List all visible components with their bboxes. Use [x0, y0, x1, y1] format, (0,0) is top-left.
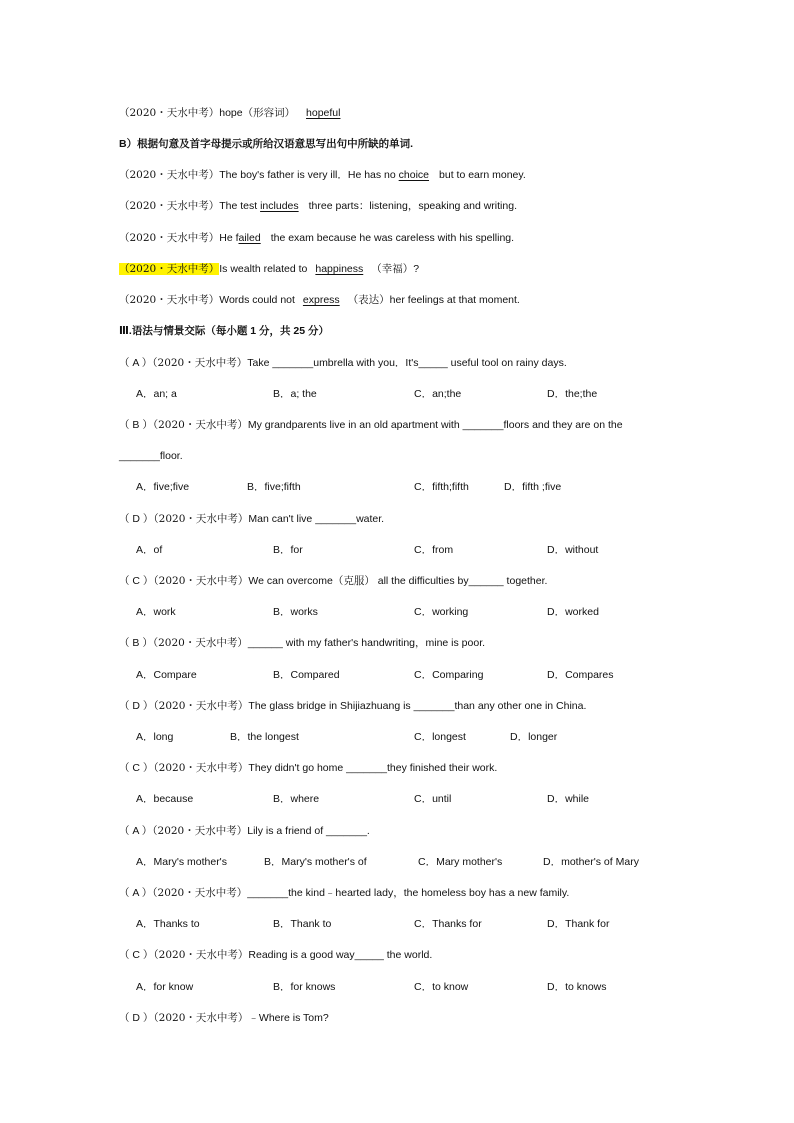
- option: D．fifth ;five: [504, 481, 562, 493]
- option: C．Comparing: [414, 669, 484, 681]
- fill-item: （2020・天水中考）Is wealth related to happiness （幸福）?: [119, 263, 420, 275]
- option: C．an;the: [414, 388, 462, 400]
- fill-item: [119, 106, 348, 120]
- source-tag-highlighted: （2020・天水中考）: [119, 263, 220, 275]
- option: B．works: [273, 606, 318, 618]
- option: D．the;the: [547, 388, 598, 400]
- option: B．for knows: [273, 981, 336, 993]
- option: B．a; the: [273, 388, 317, 400]
- answer-mark: （ A ）: [119, 357, 153, 369]
- question: [119, 512, 384, 526]
- question-stem: The glass bridge in Shijiazhuang is _______than any other one in China.: [248, 700, 587, 712]
- option: C．until: [414, 793, 452, 805]
- answer-mark: （ C ）: [119, 575, 154, 587]
- question-stem: Lily is a friend of _______.: [247, 825, 370, 837]
- answer: includes: [260, 200, 299, 212]
- item-text: hope（形容词）: [219, 107, 296, 119]
- source-tag: （2020・天水中考）: [119, 232, 220, 244]
- fill-item: （2020・天水中考）He failed the exam because he was careless with his spelling.: [119, 232, 515, 244]
- answer-mark: （ C ）: [119, 949, 154, 961]
- question-stem: ______ with my father's handwriting，mine is poor.: [247, 637, 486, 649]
- question: [119, 948, 432, 962]
- question: [119, 574, 547, 588]
- section-heading: Ⅲ.语法与情景交际（每小题 1 分，共 25 分）: [119, 325, 330, 337]
- source-tag: （2020・天水中考）: [152, 887, 248, 899]
- option: C．working: [414, 606, 469, 618]
- source-tag: （2020・天水中考）: [153, 949, 249, 961]
- source-tag: （2020・天水中考）: [119, 169, 220, 181]
- question: [119, 636, 485, 650]
- question-stem: We can overcome（克服） all the difficulties by______ together.: [248, 575, 548, 587]
- source-tag: （2020・天水中考）: [153, 700, 249, 712]
- question-stem: My grandparents live in an old apartment with _______floors and they are on the: [247, 419, 623, 431]
- option: B．Mary's mother's of: [264, 856, 367, 868]
- option: D．Thank for: [547, 918, 610, 930]
- option: A．work: [136, 606, 176, 618]
- question-stem: They didn't go home _______they finished their work.: [248, 762, 498, 774]
- option: C．from: [414, 544, 454, 556]
- question: [119, 699, 586, 713]
- source-tag: （2020・天水中考）: [119, 200, 220, 212]
- source-tag: （2020・天水中考）: [153, 575, 249, 587]
- answer-mark: （ D ）: [119, 513, 154, 525]
- option: D．while: [547, 793, 590, 805]
- option: A．Mary's mother's: [136, 856, 227, 868]
- option: C．longest: [414, 731, 466, 743]
- source-tag: （2020・天水中考）: [152, 825, 248, 837]
- source-tag: （2020・天水中考）: [119, 107, 220, 119]
- answer: happiness: [315, 263, 364, 275]
- question: [119, 356, 567, 370]
- option: A．Compare: [136, 669, 197, 681]
- answer-mark: （ A ）: [119, 825, 153, 837]
- question: [119, 886, 569, 900]
- option: B．for: [273, 544, 303, 556]
- option: C．fifth;fifth: [414, 481, 469, 493]
- option: A．for know: [136, 981, 194, 993]
- question: [119, 1011, 329, 1025]
- option: A．an; a: [136, 388, 177, 400]
- question-stem: _______the kind﹣hearted lady，the homeless boy has a new family.: [247, 887, 570, 899]
- section-heading: B）根据句意及首字母提示或所给汉语意思写出句中所缺的单词.: [119, 138, 413, 150]
- option: A．of: [136, 544, 163, 556]
- answer-mark: （ B ）: [119, 637, 153, 649]
- source-tag: （2020・天水中考）: [153, 1012, 249, 1024]
- answer-mark: （ C ）: [119, 762, 154, 774]
- option: A．because: [136, 793, 194, 805]
- option: D．without: [547, 544, 599, 556]
- source-tag: （2020・天水中考）: [153, 762, 249, 774]
- option: D．longer: [510, 731, 558, 743]
- answer: express: [302, 294, 340, 306]
- question: [119, 418, 623, 432]
- source-tag: （2020・天水中考）: [152, 357, 248, 369]
- answer: choice: [398, 169, 430, 181]
- option: B．the longest: [230, 731, 299, 743]
- question-stem-continued: _______floor.: [119, 450, 183, 462]
- option: D．mother's of Mary: [543, 856, 639, 868]
- answer: ailed: [238, 232, 261, 244]
- option: B．five;fifth: [247, 481, 301, 493]
- fill-item: （2020・天水中考）Words could not express （表达）her feelings at that moment.: [119, 294, 520, 306]
- option: A．long: [136, 731, 174, 743]
- option: B．Thank to: [273, 918, 332, 930]
- option: B．where: [273, 793, 320, 805]
- question-stem: Man can't live _______water.: [248, 513, 385, 525]
- question-stem: ﹣Where is Tom?: [248, 1012, 329, 1024]
- answer: hopeful: [306, 107, 341, 119]
- option: A．Thanks to: [136, 918, 200, 930]
- source-tag: （2020・天水中考）: [152, 419, 248, 431]
- source-tag: （2020・天水中考）: [152, 637, 248, 649]
- answer-mark: （ B ）: [119, 419, 153, 431]
- answer-mark: （ D ）: [119, 1012, 154, 1024]
- fill-item: （2020・天水中考）The boy's father is very ill．He has no choice but to earn money.: [119, 169, 526, 181]
- source-tag: （2020・天水中考）: [119, 294, 220, 306]
- fill-item: （2020・天水中考）The test includes three parts：listening，speaking and writing.: [119, 200, 517, 212]
- question: [119, 824, 370, 838]
- option: D．worked: [547, 606, 599, 618]
- answer-mark: （ A ）: [119, 887, 153, 899]
- question-stem: Take _______umbrella with you．It's_____ useful tool on rainy days.: [247, 357, 567, 369]
- option: D．to knows: [547, 981, 607, 993]
- source-tag: （2020・天水中考）: [153, 513, 249, 525]
- option: A．five;five: [136, 481, 190, 493]
- option: C．Thanks for: [414, 918, 482, 930]
- option: C．to know: [414, 981, 469, 993]
- question-stem: Reading is a good way_____ the world.: [248, 949, 433, 961]
- option: D．Compares: [547, 669, 614, 681]
- question: [119, 761, 497, 775]
- answer-mark: （ D ）: [119, 700, 154, 712]
- option: B．Compared: [273, 669, 340, 681]
- option: C．Mary mother's: [418, 856, 503, 868]
